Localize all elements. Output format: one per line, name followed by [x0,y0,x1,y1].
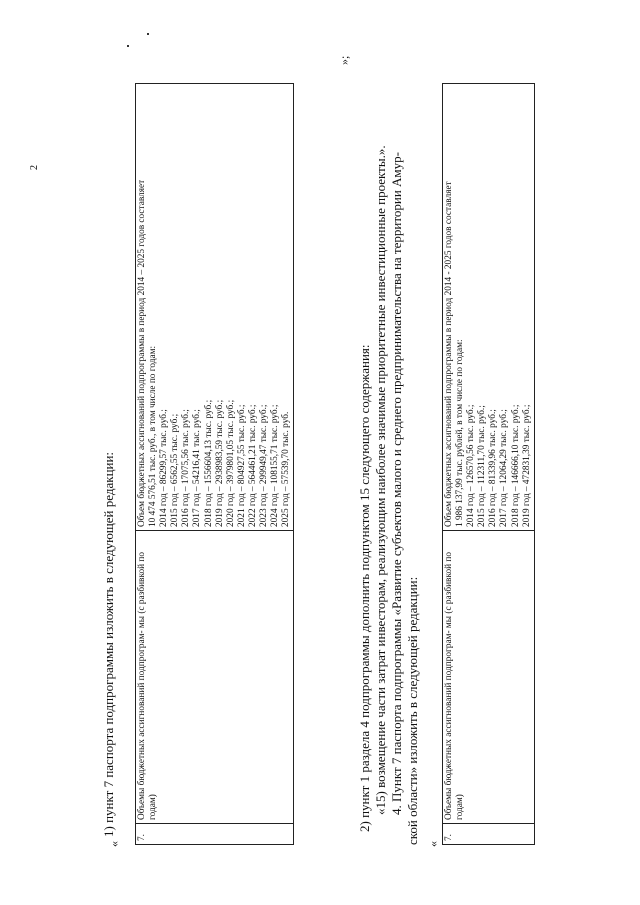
table1-value-line: 2023 год – 299949,47 тыс. руб.; [259,404,270,527]
table1-value-line: 10 474 576,51 тыс. руб., в том числе по годам: [148,345,159,527]
passport-table-2 [442,83,535,845]
table1-value-line: 2017 год – 54216,41 тыс. руб.; [192,409,203,527]
table2-opening-quote: « [426,841,440,847]
table-row [443,84,535,845]
table2-row-number: 7. [443,824,535,845]
item4-line1: 4. Пункт 7 паспорта подпрограммы «Развитие субъектов малого и среднего предпринимательства на территории Амур- [389,152,404,815]
table1-value-line: 2019 год – 2938983,59 тыс. руб.; [214,399,225,527]
table1-value-line: 2016 год – 17075,56 тыс. руб.; [181,409,192,527]
item4-line2: ской области» изложить в следующей редакции: [405,576,420,845]
table1-value-line: 2015 год – 6562,55 тыс. руб.; [170,413,181,527]
table2-value-line: 2017 год – 12064,29 тыс. руб.; [499,409,510,527]
page-number: 2 [29,165,40,170]
table1-value-line: 2021 год – 804927,55 тыс. руб.; [236,404,247,527]
table2-row-value [443,84,535,531]
table1-value-line: 2014 год – 86299,57 тыс. руб.; [159,409,170,527]
table2-row-label: Объемы бюджетных ассигнований подпрограм- мы (с разбивкой по годам) [443,531,535,824]
table1-row-number: 7. [136,824,294,845]
table2-value-line: 2018 год – 146666,10 тыс. руб.; [510,404,521,527]
scan-dot [147,33,149,35]
table2-value-line: 2019 год – 472831,39 тыс. руб.; [521,404,532,527]
item2-line1: 2) пункт 1 раздела 4 подпрограммы дополнить подпунктом 15 следующего содержания: [357,344,372,832]
item1-heading: 1) пункт 7 паспорта подпрограммы изложить в следующей редакции: [101,451,116,837]
table1-row-value [136,84,294,531]
table1-value-line: Объем бюджетных ассигнований подпрограммы в период 2014 – 2025 годов составляет [137,179,147,527]
table1-row-label: Объемы бюджетных ассигнований подпрограм- мы (с разбивкой по годам) [136,531,294,824]
table1-value-line: 2018 год – 1556604,13 тыс. руб.; [203,399,214,527]
table-row [136,84,294,845]
table1-value-line: 2025 год – 57539,70 тыс. руб. [281,411,292,527]
table1-value-line: 2024 год – 108155,71 тыс. руб.; [270,404,281,527]
table2-value-line: 2016 год – 81339,96 тыс. руб.; [488,409,499,527]
table2-value-line: 2015 год – 112311,70 тыс. руб.; [477,405,488,527]
table1-opening-quote: « [107,841,121,847]
table1-closing-mark: »; [337,55,351,65]
table1-value-line: 2020 год – 3979801,05 тыс. руб.; [225,399,236,527]
passport-table-1 [135,83,294,845]
table2-value-line: 1 986 137,99 тыс. рублей, в том числе по годам: [455,339,466,527]
table1-value-line: 2022 год – 564461,21 тыс. руб.; [247,404,258,527]
table2-value-line: Объем бюджетных ассигнований подпрограммы в период 2014 - 2025 годов составляет [444,181,454,527]
rotated-page-content [29,45,572,847]
table2-value-line: 2014 год – 126570,56 тыс. руб.; [466,404,477,527]
item2-line2: «15) возмещение части затрат инвесторам, реализующим наиболее значимые приоритетные инвестиционные проекты.». [373,145,388,815]
